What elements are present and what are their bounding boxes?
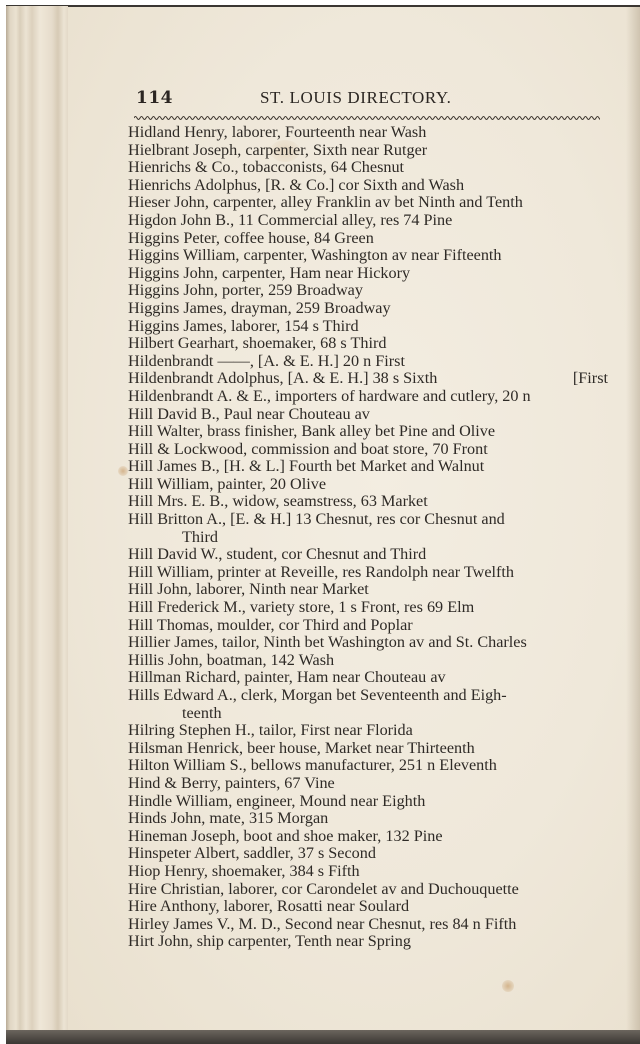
entry-text: Hidland Henry, laborer, Fourteenth near Wash [128, 123, 427, 141]
entry-text: Hirley James V., M. D., Second near Chesnut, res 84 n Fifth [128, 914, 517, 933]
entry-text: Hill John, laborer, Ninth near Market [128, 580, 369, 599]
entry-text: Higgins James, drayman, 259 Broadway [128, 298, 391, 317]
entry-text: Hildenbrandt Adolphus, [A. & E. H.] 38 s Sixth [128, 369, 438, 388]
directory-entry [128, 476, 608, 494]
directory-entry [128, 441, 608, 459]
entry-text: Hill Frederick M., variety store, 1 s Front, res 69 Elm [128, 598, 475, 617]
page-right-shadow [626, 7, 640, 1032]
directory-entry [128, 142, 608, 160]
directory-entry [128, 546, 608, 564]
entry-text: Higgins James, laborer, 154 s Third [128, 316, 359, 335]
directory-entry [128, 388, 608, 406]
directory-entry [128, 898, 608, 916]
directory-entry [128, 793, 608, 811]
directory-entry [128, 722, 608, 740]
directory-entry [128, 740, 608, 758]
entry-text: Hill Walter, brass finisher, Bank alley bet Pine and Olive [128, 422, 496, 441]
directory-entry [128, 687, 608, 722]
entry-text: Hineman Joseph, boot and shoe maker, 132 Pine [128, 826, 443, 845]
directory-entry [128, 581, 608, 599]
directory-entry [128, 564, 608, 582]
directory-entry [128, 617, 608, 635]
directory-entry [128, 406, 608, 424]
entry-text: Hirt John, ship carpenter, Tenth near Spring [128, 932, 411, 951]
directory-entry [128, 124, 608, 142]
entry-text: Hinspeter Albert, saddler, 37 s Second [128, 844, 376, 863]
entry-text: Hiop Henry, shoemaker, 384 s Fifth [128, 861, 360, 880]
entry-continuation: teenth [182, 703, 222, 722]
entry-text: Hill & Lockwood, commission and boat store, 70 Front [128, 439, 488, 458]
entry-text: Hills Edward A., clerk, Morgan bet Seventeenth and Eigh- [128, 686, 507, 704]
directory-entry [128, 634, 608, 652]
directory-entry [128, 177, 608, 195]
page-bottom-edge [6, 1030, 640, 1044]
directory-entry [128, 810, 608, 828]
entry-text: Hill William, painter, 20 Olive [128, 474, 327, 493]
directory-entries [128, 124, 608, 951]
entry-text: Hill James B., [H. & L.] Fourth bet Market and Walnut [128, 457, 485, 476]
directory-entry [128, 265, 608, 283]
entry-text: Higgins John, carpenter, Ham near Hickory [128, 263, 411, 282]
entry-text: Higdon John B., 11 Commercial alley, res 74 Pine [128, 210, 453, 229]
directory-entry [128, 353, 608, 371]
entry-text: Hilsman Henrick, beer house, Market near Thirteenth [128, 738, 475, 757]
directory-entry [128, 212, 608, 230]
entry-text: Hire Christian, laborer, cor Carondelet av and Duchouquette [128, 879, 519, 898]
directory-entry [128, 511, 608, 546]
directory-entry [128, 493, 608, 511]
entry-text: Hienrichs & Co., tobacconists, 64 Chesnut [128, 158, 405, 177]
directory-entry [128, 863, 608, 881]
entry-text: Hind & Berry, painters, 67 Vine [128, 773, 335, 792]
entry-text: Higgins John, porter, 259 Broadway [128, 281, 363, 300]
page-header [136, 88, 598, 112]
directory-entry [128, 159, 608, 177]
entry-text: Hienrichs Adolphus, [R. & Co.] cor Sixth and Wash [128, 175, 465, 194]
entry-text: Hindle William, engineer, Mound near Eighth [128, 791, 426, 810]
entry-carryover: [First [572, 369, 608, 388]
entry-text: Higgins William, carpenter, Washington av near Fifteenth [128, 246, 502, 265]
directory-entry [128, 652, 608, 670]
entry-text: Hieser John, carpenter, alley Franklin av bet Ninth and Tenth [128, 193, 523, 212]
directory-entry [128, 845, 608, 863]
directory-entry [128, 318, 608, 336]
entry-text: Hinds John, mate, 315 Morgan [128, 809, 329, 828]
entry-text: Hilring Stephen H., tailor, First near Florida [128, 721, 413, 740]
entry-text: Hildenbrandt A. & E., importers of hardware and cutlery, 20 n [128, 386, 531, 405]
entry-text: Higgins Peter, coffee house, 84 Green [128, 228, 374, 247]
entry-text: Hire Anthony, laborer, Rosatti near Soulard [128, 897, 410, 916]
entry-text: Hill David B., Paul near Chouteau av [128, 404, 370, 423]
entry-text: Hillier James, tailor, Ninth bet Washington av and St. Charles [128, 633, 527, 652]
entry-text: Hill Britton A., [E. & H.] 13 Chesnut, res cor Chesnut and [128, 510, 505, 529]
directory-entry [128, 669, 608, 687]
entry-continuation: Third [182, 527, 218, 546]
entry-text: Hilton William S., bellows manufacturer, 251 n Eleventh [128, 756, 497, 775]
directory-entry [128, 828, 608, 846]
directory-entry [128, 916, 608, 934]
directory-entry [128, 423, 608, 441]
page-edges-stack [6, 6, 68, 1032]
directory-entry [128, 247, 608, 265]
directory-entry [128, 775, 608, 793]
entry-text: Hielbrant Joseph, carpenter, Sixth near Rutger [128, 140, 428, 159]
directory-entry [128, 335, 608, 353]
directory-entry [128, 300, 608, 318]
entry-text: Hildenbrandt ——, [A. & E. H.] 20 n First [128, 351, 405, 370]
directory-entry [128, 757, 608, 775]
entry-text: Hilbert Gearhart, shoemaker, 68 s Third [128, 334, 387, 353]
foxing-stain [118, 466, 128, 476]
wavy-rule [134, 113, 600, 123]
directory-entry [128, 599, 608, 617]
directory-entry [128, 881, 608, 899]
directory-entry [128, 458, 608, 476]
directory-entry [128, 282, 608, 300]
entry-text: Hillis John, boatman, 142 Wash [128, 650, 335, 669]
entry-text: Hill David W., student, cor Chesnut and Third [128, 545, 427, 564]
entry-text: Hill Mrs. E. B., widow, seamstress, 63 Market [128, 492, 428, 511]
directory-entry [128, 230, 608, 248]
entry-text: Hillman Richard, painter, Ham near Chouteau av [128, 668, 446, 687]
directory-entry [128, 194, 608, 212]
directory-entry [128, 933, 608, 951]
page-number: 114 [136, 88, 173, 108]
foxing-stain [502, 980, 514, 992]
entry-text: Hill Thomas, moulder, cor Third and Poplar [128, 615, 413, 634]
entry-text: Hill William, printer at Reveille, res Randolph near Twelfth [128, 562, 515, 581]
running-title: ST. LOUIS DIRECTORY. [260, 88, 452, 107]
directory-entry [128, 370, 608, 388]
